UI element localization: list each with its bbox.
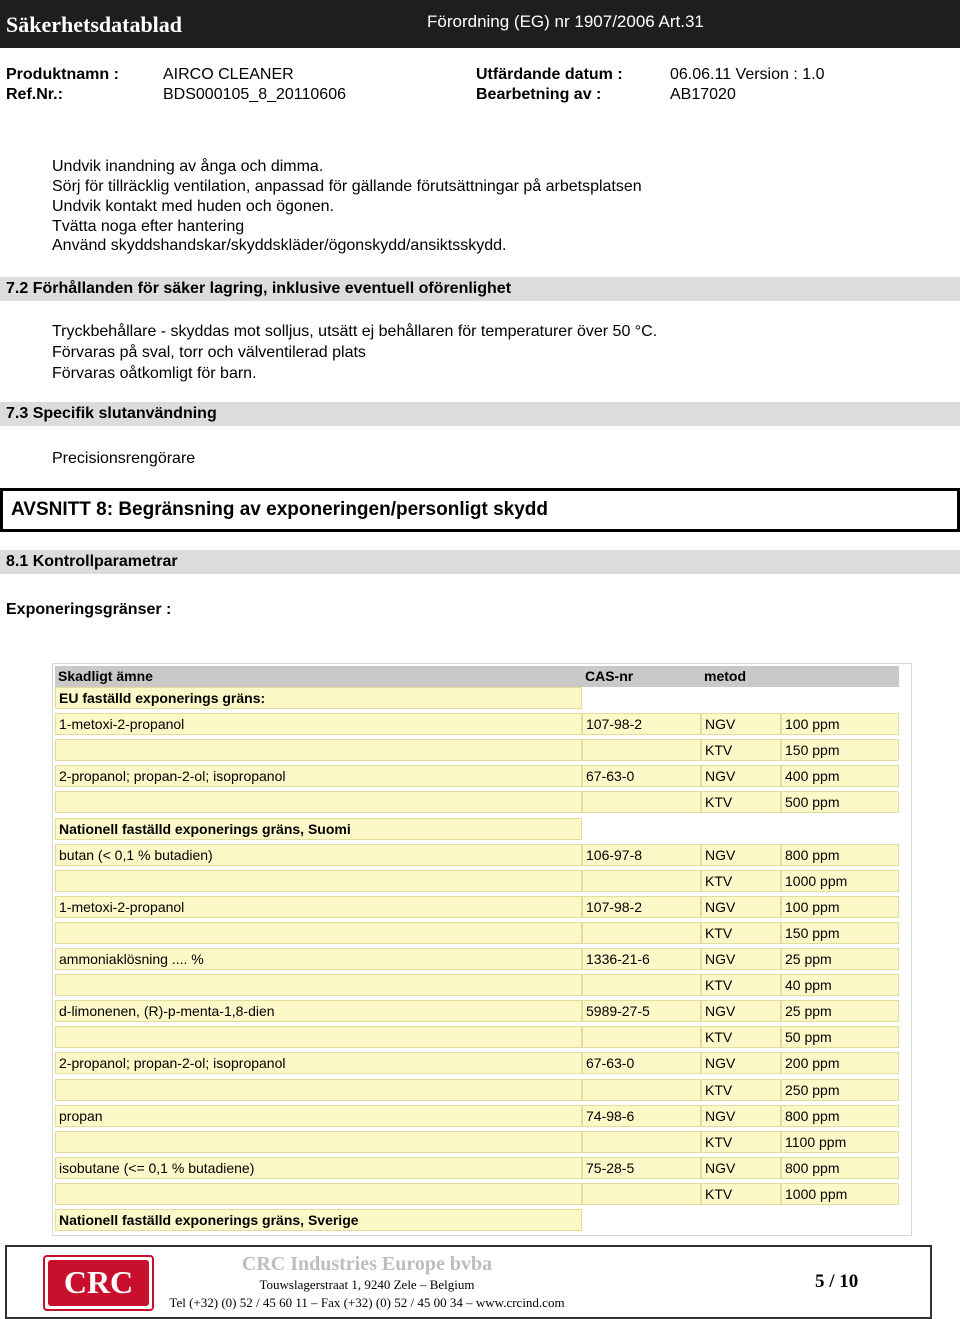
table-group-header: Nationell faställd exponerings gräns, Suomi	[55, 818, 582, 840]
cell-cas: 106-97-8	[582, 844, 701, 866]
cell-substance: propan	[55, 1105, 582, 1127]
cell-value: 800 ppm	[781, 1105, 899, 1127]
product-info	[0, 60, 960, 118]
cell-value: 25 ppm	[781, 948, 899, 970]
cell-substance	[55, 1079, 582, 1101]
section-8-1-title: 8.1 Kontrollparametrar	[6, 553, 178, 570]
cell-cas: 107-98-2	[582, 896, 701, 918]
exposure-limits-table	[52, 663, 912, 1236]
cell-substance: 1-metoxi-2-propanol	[55, 896, 582, 918]
cell-cas	[582, 870, 701, 892]
cell-cas: 74-98-6	[582, 1105, 701, 1127]
cell-method: KTV	[701, 1026, 781, 1048]
cell-method: KTV	[701, 1079, 781, 1101]
table-group-header: EU faställd exponerings gräns:	[55, 687, 582, 709]
handling-line: Sörj för tillräcklig ventilation, anpassad för gällande förutsättningar på arbetsplatsen	[52, 178, 642, 195]
cell-method: KTV	[701, 791, 781, 813]
cell-value: 800 ppm	[781, 844, 899, 866]
cell-substance	[55, 739, 582, 761]
cell-cas	[582, 974, 701, 996]
cell-value: 250 ppm	[781, 1079, 899, 1101]
ref-number-label: Ref.Nr.:	[6, 86, 63, 103]
section-7-2-bar	[0, 277, 960, 301]
cell-method: NGV	[701, 1052, 781, 1074]
cell-method: KTV	[701, 870, 781, 892]
company-contact: Tel (+32) (0) 52 / 45 60 11 – Fax (+32) (0) 52 / 45 00 34 – www.crcind.com	[169, 1295, 565, 1310]
column-header-value	[781, 666, 899, 687]
cell-value: 1000 ppm	[781, 870, 899, 892]
crc-logo-text: CRC	[48, 1260, 149, 1306]
section-8-title: AVSNITT 8: Begränsning av exponeringen/personligt skydd	[11, 499, 549, 520]
cell-method: NGV	[701, 896, 781, 918]
cell-cas	[582, 791, 701, 813]
storage-line: Tryckbehållare - skyddas mot solljus, utsätt ej behållaren för temperaturer över 50 °C.	[52, 323, 658, 340]
cell-cas	[582, 1183, 701, 1205]
cell-method: KTV	[701, 922, 781, 944]
cell-cas: 5989-27-5	[582, 1000, 701, 1022]
cell-method: NGV	[701, 713, 781, 735]
product-name-value: AIRCO CLEANER	[163, 66, 294, 83]
exposure-limits-label: Exponeringsgränser :	[6, 601, 172, 618]
cell-method: KTV	[701, 974, 781, 996]
document-title: Säkerhetsdatablad	[6, 12, 183, 37]
cell-substance	[55, 870, 582, 892]
cell-substance: 2-propanol; propan-2-ol; isopropanol	[55, 1052, 582, 1074]
cell-cas	[582, 1131, 701, 1153]
cell-cas	[582, 1026, 701, 1048]
cell-method: NGV	[701, 1157, 781, 1179]
cell-method: NGV	[701, 765, 781, 787]
cell-substance	[55, 974, 582, 996]
cell-method: NGV	[701, 1105, 781, 1127]
cell-value: 50 ppm	[781, 1026, 899, 1048]
editor-value: AB17020	[670, 86, 736, 103]
cell-substance	[55, 791, 582, 813]
end-use-text: Precisionsrengörare	[52, 450, 196, 467]
cell-value: 200 ppm	[781, 1052, 899, 1074]
cell-method: KTV	[701, 1131, 781, 1153]
cell-method: KTV	[701, 1183, 781, 1205]
storage-line: Förvaras oåtkomligt för barn.	[52, 365, 257, 382]
cell-value: 25 ppm	[781, 1000, 899, 1022]
cell-value: 1100 ppm	[781, 1131, 899, 1153]
cell-value: 100 ppm	[781, 713, 899, 735]
handling-line: Tvätta noga efter hantering	[52, 218, 245, 235]
page-number: 5 / 10	[815, 1271, 859, 1292]
cell-substance: d-limonenen, (R)-p-menta-1,8-dien	[55, 1000, 582, 1022]
cell-value: 150 ppm	[781, 922, 899, 944]
cell-substance: ammoniaklösning .... %	[55, 948, 582, 970]
cell-cas	[582, 1079, 701, 1101]
section-7-3-title: 7.3 Specifik slutanvändning	[6, 405, 217, 422]
cell-cas	[582, 739, 701, 761]
cell-value: 400 ppm	[781, 765, 899, 787]
handling-line: Använd skyddshandskar/skyddskläder/ögonskydd/ansiktsskydd.	[52, 237, 507, 254]
cell-value: 1000 ppm	[781, 1183, 899, 1205]
cell-cas	[582, 922, 701, 944]
cell-substance: isobutane (<= 0,1 % butadiene)	[55, 1157, 582, 1179]
company-address: Touwslagerstraat 1, 9240 Zele – Belgium	[259, 1277, 475, 1292]
document-header	[0, 0, 960, 48]
storage-line: Förvaras på sval, torr och välventilerad plats	[52, 344, 366, 361]
product-name-label: Produktnamn :	[6, 66, 119, 83]
cell-value: 100 ppm	[781, 896, 899, 918]
section-7-3-bar	[0, 402, 960, 426]
cell-substance: butan (< 0,1 % butadien)	[55, 844, 582, 866]
table-group-header: Nationell faställd exponerings gräns, Sverige	[55, 1209, 582, 1231]
regulation-reference: Förordning (EG) nr 1907/2006 Art.31	[427, 12, 704, 31]
cell-cas: 107-98-2	[582, 713, 701, 735]
cell-method: KTV	[701, 739, 781, 761]
column-header-method: metod	[701, 666, 781, 687]
cell-value: 150 ppm	[781, 739, 899, 761]
ref-number-value: BDS000105_8_20110606	[163, 86, 346, 103]
column-header-cas: CAS-nr	[582, 666, 701, 687]
cell-cas: 75-28-5	[582, 1157, 701, 1179]
cell-substance: 2-propanol; propan-2-ol; isopropanol	[55, 765, 582, 787]
section-8-heading	[0, 488, 960, 532]
cell-substance: 1-metoxi-2-propanol	[55, 713, 582, 735]
issue-date-value: 06.06.11 Version : 1.0	[670, 66, 825, 83]
cell-substance	[55, 1026, 582, 1048]
cell-value: 40 ppm	[781, 974, 899, 996]
company-name: CRC Industries Europe bvba	[241, 1253, 493, 1275]
section-7-2-title: 7.2 Förhållanden för säker lagring, inklusive eventuell oförenlighet	[6, 280, 512, 297]
cell-substance	[55, 1183, 582, 1205]
cell-cas: 67-63-0	[582, 1052, 701, 1074]
cell-value: 800 ppm	[781, 1157, 899, 1179]
cell-method: NGV	[701, 844, 781, 866]
section-8-1-bar	[0, 550, 960, 574]
handling-line: Undvik kontakt med huden och ögonen.	[52, 198, 334, 215]
handling-line: Undvik inandning av ånga och dimma.	[52, 158, 324, 175]
cell-method: NGV	[701, 1000, 781, 1022]
column-header-substance: Skadligt ämne	[55, 666, 582, 687]
issue-date-label: Utfärdande datum :	[476, 66, 623, 83]
editor-label: Bearbetning av :	[476, 86, 602, 103]
cell-cas: 1336-21-6	[582, 948, 701, 970]
cell-value: 500 ppm	[781, 791, 899, 813]
cell-substance	[55, 1131, 582, 1153]
page-footer	[5, 1245, 932, 1319]
cell-method: NGV	[701, 948, 781, 970]
cell-cas: 67-63-0	[582, 765, 701, 787]
cell-substance	[55, 922, 582, 944]
